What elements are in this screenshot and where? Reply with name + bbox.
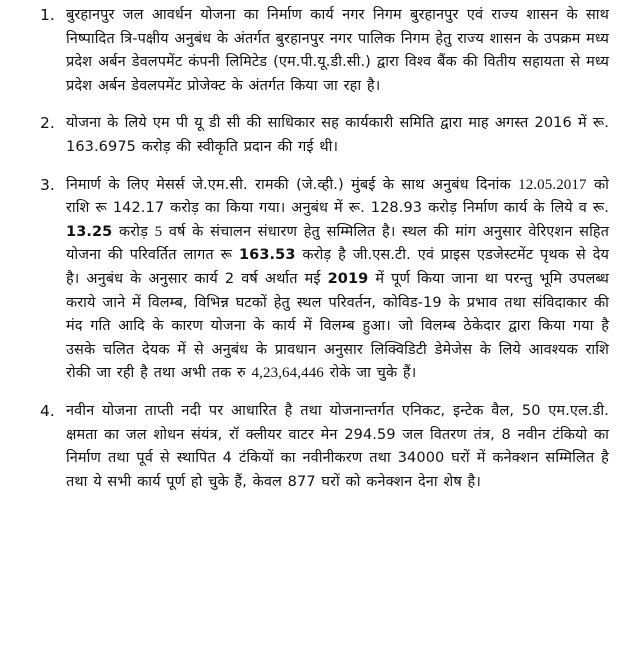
text-segment: बुरहानपुर जल आवर्धन योजना का निर्माण कार्य नगर निगम बुरहानपुर एवं राज्य शासन के साथ निष्पादित त्रि-पक्षीय अनुबंध के अंतर्गत बुरहानपुर नगर पालिक निगम हेतु राज्य शासन के उपक्रम मध्य प्रदेश अर्बन डेवलपमेंट कंपनी लिमिटेड (एम.पी.यू.डी.सी.) द्वारा विश्व बैंक की वितीय सहायता से मध्य प्रदेश अर्बन डेवलपमेंट प्रोजेक्ट के अंतर्गत किया जा रहा है। <box>66 7 609 94</box>
text-segment: में पूर्ण किया जाना था परन्तु भूमि उपलब्ध कराये जाने में विलम्ब, विभिन्न घटकों हेतु स्थल परिवर्तन, कोविड-19 के प्रभाव तथा संविदाकार की मंद गति आदि के कारण योजना के कार्य में विलम्ब हुआ। जो विलम्ब ठेकेदार द्वारा किया गया है उसके चलित देयक में से अनुबंध के प्रावधान अनुसार लिक्विडिटी डेमेजेस के लिये आवश्यक राशि रोकी जा रही है तथा अभी तक रु <box>66 270 609 382</box>
text-segment: 163.53 <box>238 247 296 264</box>
text-segment: निमार्ण के लिए मेसर्स जे.एम.सी. रामकी (जे.व्ही.) मुंबई के साथ अनुबंध दिनांक <box>66 176 519 193</box>
text-segment: 12.05.2017 <box>518 176 587 193</box>
item-text <box>66 4 609 98</box>
list-item <box>0 112 609 159</box>
text-segment: 4,23,64,446 <box>251 365 324 382</box>
list-item <box>0 174 609 386</box>
text-segment: को राशि रू 142.17 करोड़ का किया गया। अनुबंध में रू. 128.93 करोड़ निर्माण कार्य के लिये व रू. <box>66 176 609 217</box>
item-number: 2. <box>40 114 55 133</box>
item-text <box>66 400 609 494</box>
text-segment: नवीन योजना ताप्ती नदी पर आधारित है तथा योजनान्तर्गत एनिकट, इन्टेक वैल, 50 एम.एल.डी. क्षमता का जल शोधन संयंत्र, रॉ क्लीयर वाटर मेन 294.59 जल वितरण तंत्र, 8 नवीन टंकियो का निर्माण तथा पूर्व से स्थापित 4 टंकियों का नवीनीकरण तथा 34000 घरों में कनेक्शन सम्मिलित है तथा ये सभी कार्य पूर्ण हो चुके हैं, केवल 877 घरों को कनेक्शन देना शेष है। <box>66 402 609 490</box>
item-number: 1. <box>40 6 55 24</box>
numbered-list <box>0 4 609 494</box>
text-segment: 5 <box>154 223 163 240</box>
text-segment: योजना के लिये एम पी यू डी सी की साधिकार सह कार्यकारी समिति द्वारा माह अगस्त 2016 में रू. 163.6975 करोड़ की स्वीकृति प्रदान की गई थी। <box>66 115 609 155</box>
text-segment: 13.25 <box>66 223 113 240</box>
text-segment: करोड़ है जी.एस.टी. एवं प्राइस एडजेस्टमेंट पृथक से देय है। अनुबंध के अनुसार कार्य 2 वर्ष अर्थात मई <box>66 247 609 287</box>
text-segment: 2019 <box>327 270 369 287</box>
item-text <box>66 174 609 386</box>
text-segment: रोके जा चुके हैं। <box>323 365 417 382</box>
list-item <box>0 4 609 98</box>
text-segment: करोड़ <box>112 223 155 240</box>
item-number: 4. <box>40 401 55 420</box>
text-segment: वर्ष के संचालन संधारण हेतु सम्मिलित है। स्थल की मांग अनुसार वेरिएशन सहित योजना की परिवर्तित लागत रू <box>66 223 609 264</box>
item-number: 3. <box>40 175 55 194</box>
item-text <box>66 112 609 159</box>
list-item <box>0 400 609 494</box>
